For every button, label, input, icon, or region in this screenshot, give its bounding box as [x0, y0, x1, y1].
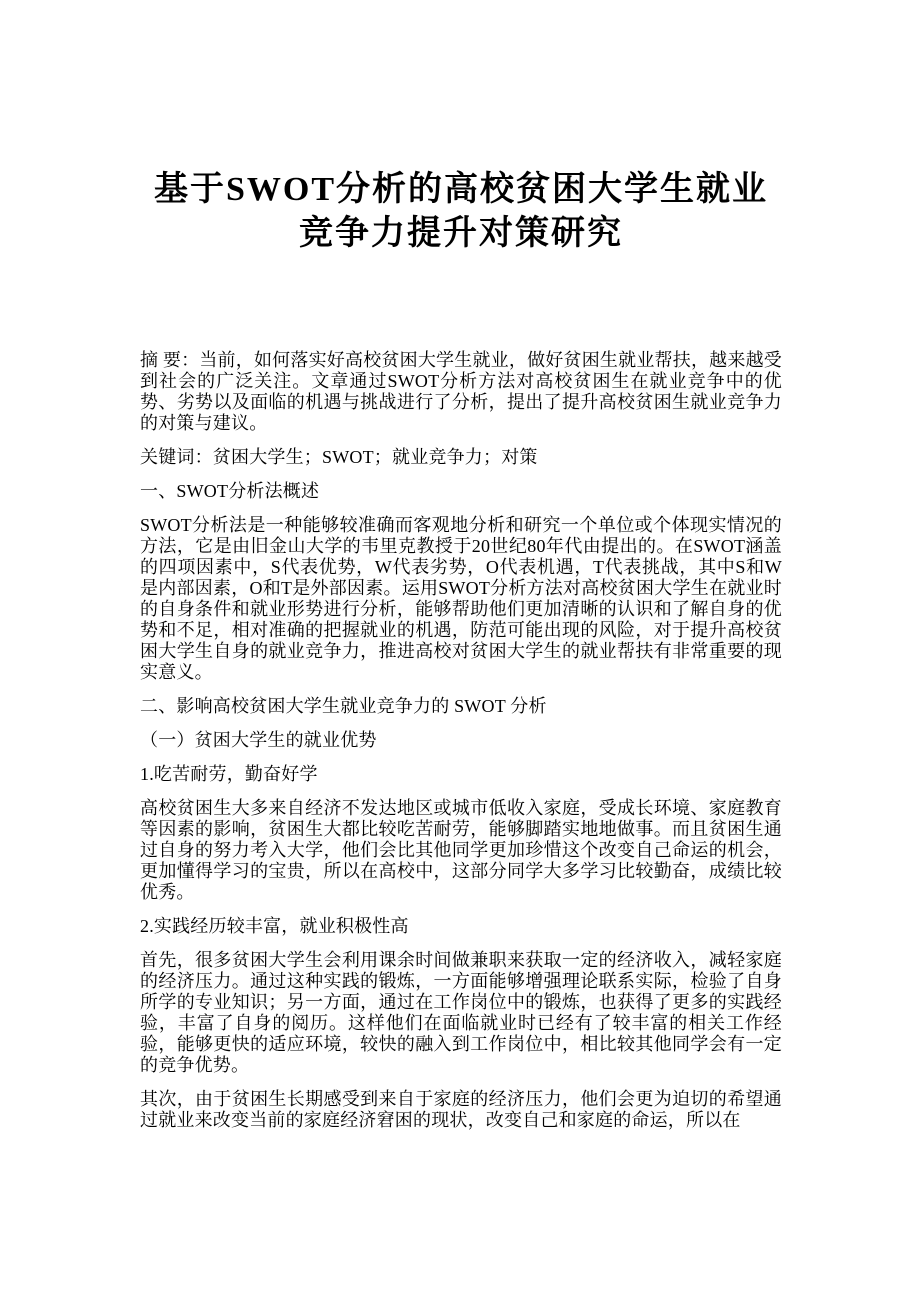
paragraph: （一）贫困大学生的就业优势	[140, 730, 377, 750]
paragraph: 1.吃苦耐劳，勤奋好学	[140, 764, 318, 784]
paragraph: 二、影响高校贫困大学生就业竞争力的 SWOT 分析	[140, 696, 547, 716]
title-line-2: 竞争力提升对策研究	[299, 215, 623, 252]
paragraph: 高校贫困生大多来自经济不发达地区或城市低收入家庭，受成长环境、家庭教育等因素的影响，贫困生大都比较吃苦耐劳，能够脚踏实地地做事。而且贫困生通过自身的努力考入大学，他们会比其他同学更加珍惜这个改变自己命运的机会，更加懂得学习的宝贵，所以在高校中，这部分同学大多学习比较勤奋，成绩比较优秀。	[140, 798, 782, 902]
document-title	[140, 168, 782, 256]
document-body	[140, 350, 782, 1131]
paragraph: 2.实践经历较丰富，就业积极性高	[140, 916, 409, 936]
paragraph: SWOT分析法是一种能够较准确而客观地分析和研究一个单位或个体现实情况的方法，它是由旧金山大学的韦里克教授于20世纪80年代由提出的。在SWOT涵盖的四项因素中，S代表优势，W代表劣势，O代表机遇，T代表挑战，其中S和W是内部因素，O和T是外部因素。运用SWOT分析方法对高校贫困大学生在就业时的自身条件和就业形势进行分析，能够帮助他们更加清晰的认识和了解自身的优势和不足，相对准确的把握就业的机遇，防范可能出现的风险，对于提升高校贫困大学生自身的就业竞争力，推进高校对贫困大学生的就业帮扶有非常重要的现实意义。	[140, 515, 782, 682]
paragraph: 摘 要：当前，如何落实好高校贫困大学生就业，做好贫困生就业帮扶，越来越受到社会的广泛关注。文章通过SWOT分析方法对高校贫困生在就业竞争中的优势、劣势以及面临的机遇与挑战进行了分析，提出了提升高校贫困生就业竞争力的对策与建议。	[140, 350, 782, 433]
paragraph: 首先，很多贫困大学生会利用课余时间做兼职来获取一定的经济收入，减轻家庭的经济压力。通过这种实践的锻炼，一方面能够增强理论联系实际，检验了自身所学的专业知识；另一方面，通过在工作岗位中的锻炼，也获得了更多的实践经验，丰富了自身的阅历。这样他们在面临就业时已经有了较丰富的相关工作经验，能够更快的适应环境，较快的融入到工作岗位中，相比较其他同学会有一定的竞争优势。	[140, 950, 782, 1075]
paragraph: 一、SWOT分析法概述	[140, 481, 320, 501]
paragraph: 其次，由于贫困生长期感受到来自于家庭的经济压力，他们会更为迫切的希望通过就业来改变当前的家庭经济窘困的现状，改变自己和家庭的命运，所以在	[140, 1089, 782, 1130]
paragraph: 关键词：贫困大学生；SWOT；就业竞争力；对策	[140, 447, 538, 467]
title-line-1: 基于SWOT分析的高校贫困大学生就业	[153, 171, 769, 208]
